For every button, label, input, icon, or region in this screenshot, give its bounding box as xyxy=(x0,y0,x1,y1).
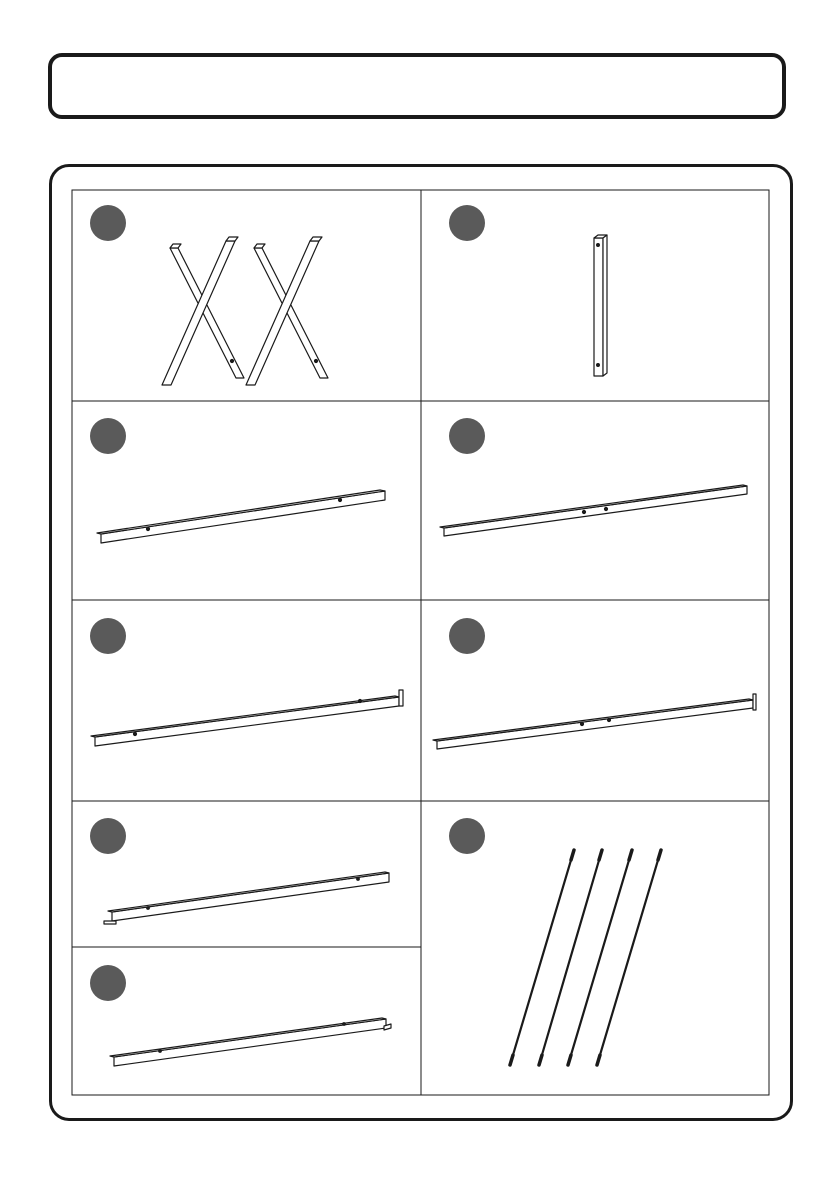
part-label-1 xyxy=(88,213,128,233)
part-label-3 xyxy=(88,426,128,446)
vertical-post-drawing xyxy=(594,235,607,376)
part-label-8 xyxy=(88,973,128,993)
long-rail-a-drawing xyxy=(97,490,385,543)
long-rail-b-drawing xyxy=(440,485,747,536)
part-label-9 xyxy=(447,826,487,846)
threaded-rods-drawing xyxy=(510,850,661,1065)
part-markers xyxy=(90,205,485,1001)
threaded-rod-ends xyxy=(510,850,661,1065)
parts-grid xyxy=(72,190,769,1095)
part-label-7 xyxy=(88,826,128,846)
part-label-2 xyxy=(447,213,487,233)
part-label-4 xyxy=(447,426,487,446)
x-legs-drawing xyxy=(162,237,328,385)
bracket-rail-b-drawing xyxy=(433,694,756,749)
short-rail-a-drawing xyxy=(104,872,389,924)
part-label-6 xyxy=(447,626,487,646)
short-rail-b-drawing xyxy=(110,1018,391,1066)
bracket-rail-a-drawing xyxy=(91,690,403,746)
part-label-5 xyxy=(88,626,128,646)
